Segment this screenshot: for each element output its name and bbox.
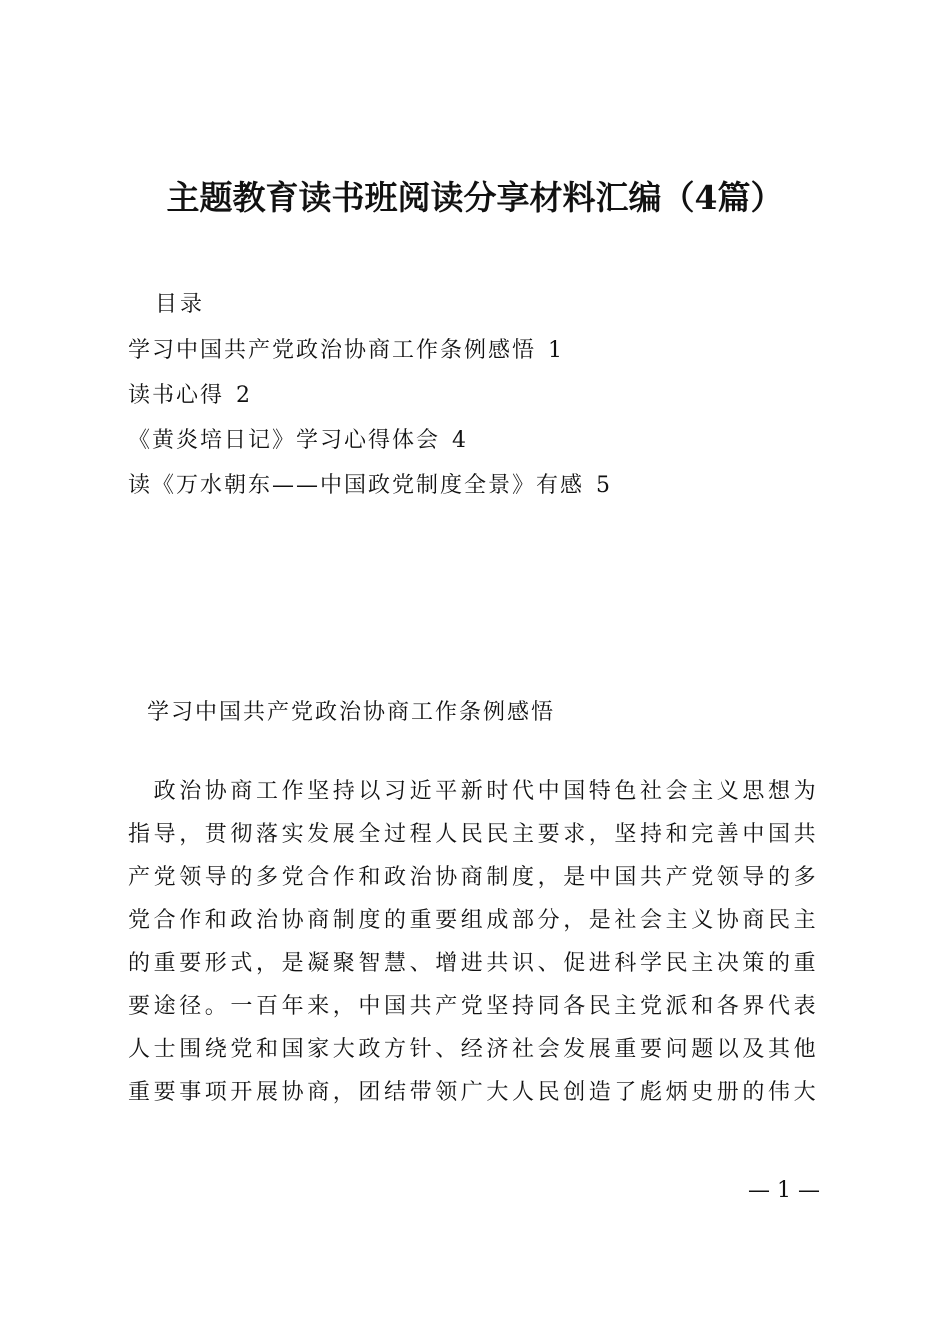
section-body <box>128 770 828 1114</box>
toc-item-label: 《黄炎培日记》学习心得体会 <box>128 428 441 453</box>
body-line: 指导，贯彻落实发展全过程人民民主要求，坚持和完善中国共 <box>128 822 820 847</box>
body-line: 党合作和政治协商制度的重要组成部分，是社会主义协商民主 <box>128 908 820 933</box>
table-of-contents <box>128 336 610 516</box>
body-line: 的重要形式，是凝聚智慧、增进共识、促进科学民主决策的重 <box>128 951 820 976</box>
page-number: — 1 — <box>748 1178 820 1203</box>
toc-item[interactable] <box>128 381 610 411</box>
body-line: 政治协商工作坚持以习近平新时代中国特色社会主义思想为 <box>128 779 820 804</box>
toc-heading: 目录 <box>155 292 206 317</box>
toc-item-page: 1 <box>548 338 563 363</box>
toc-item[interactable] <box>128 336 610 366</box>
body-line: 人士围绕党和国家大政方针、经济社会发展重要问题以及其他 <box>128 1037 820 1062</box>
toc-item-page: 2 <box>236 383 251 408</box>
toc-item-label: 学习中国共产党政治协商工作条例感悟 <box>128 338 537 363</box>
toc-item-page: 5 <box>596 473 611 498</box>
document-title: 主题教育读书班阅读分享材料汇编（4篇） <box>166 178 784 217</box>
toc-item[interactable] <box>128 426 610 456</box>
toc-item[interactable] <box>128 471 610 501</box>
section-heading: 学习中国共产党政治协商工作条例感悟 <box>147 700 556 725</box>
toc-item-label: 读书心得 <box>128 383 225 408</box>
toc-item-page: 4 <box>452 428 467 453</box>
body-line: 要途径。一百年来，中国共产党坚持同各民主党派和各界代表 <box>128 994 820 1019</box>
body-line: 产党领导的多党合作和政治协商制度，是中国共产党领导的多 <box>128 865 820 890</box>
toc-item-label: 读《万水朝东——中国政党制度全景》有感 <box>128 473 585 498</box>
body-line: 重要事项开展协商，团结带领广大人民创造了彪炳史册的伟大 <box>128 1080 820 1105</box>
